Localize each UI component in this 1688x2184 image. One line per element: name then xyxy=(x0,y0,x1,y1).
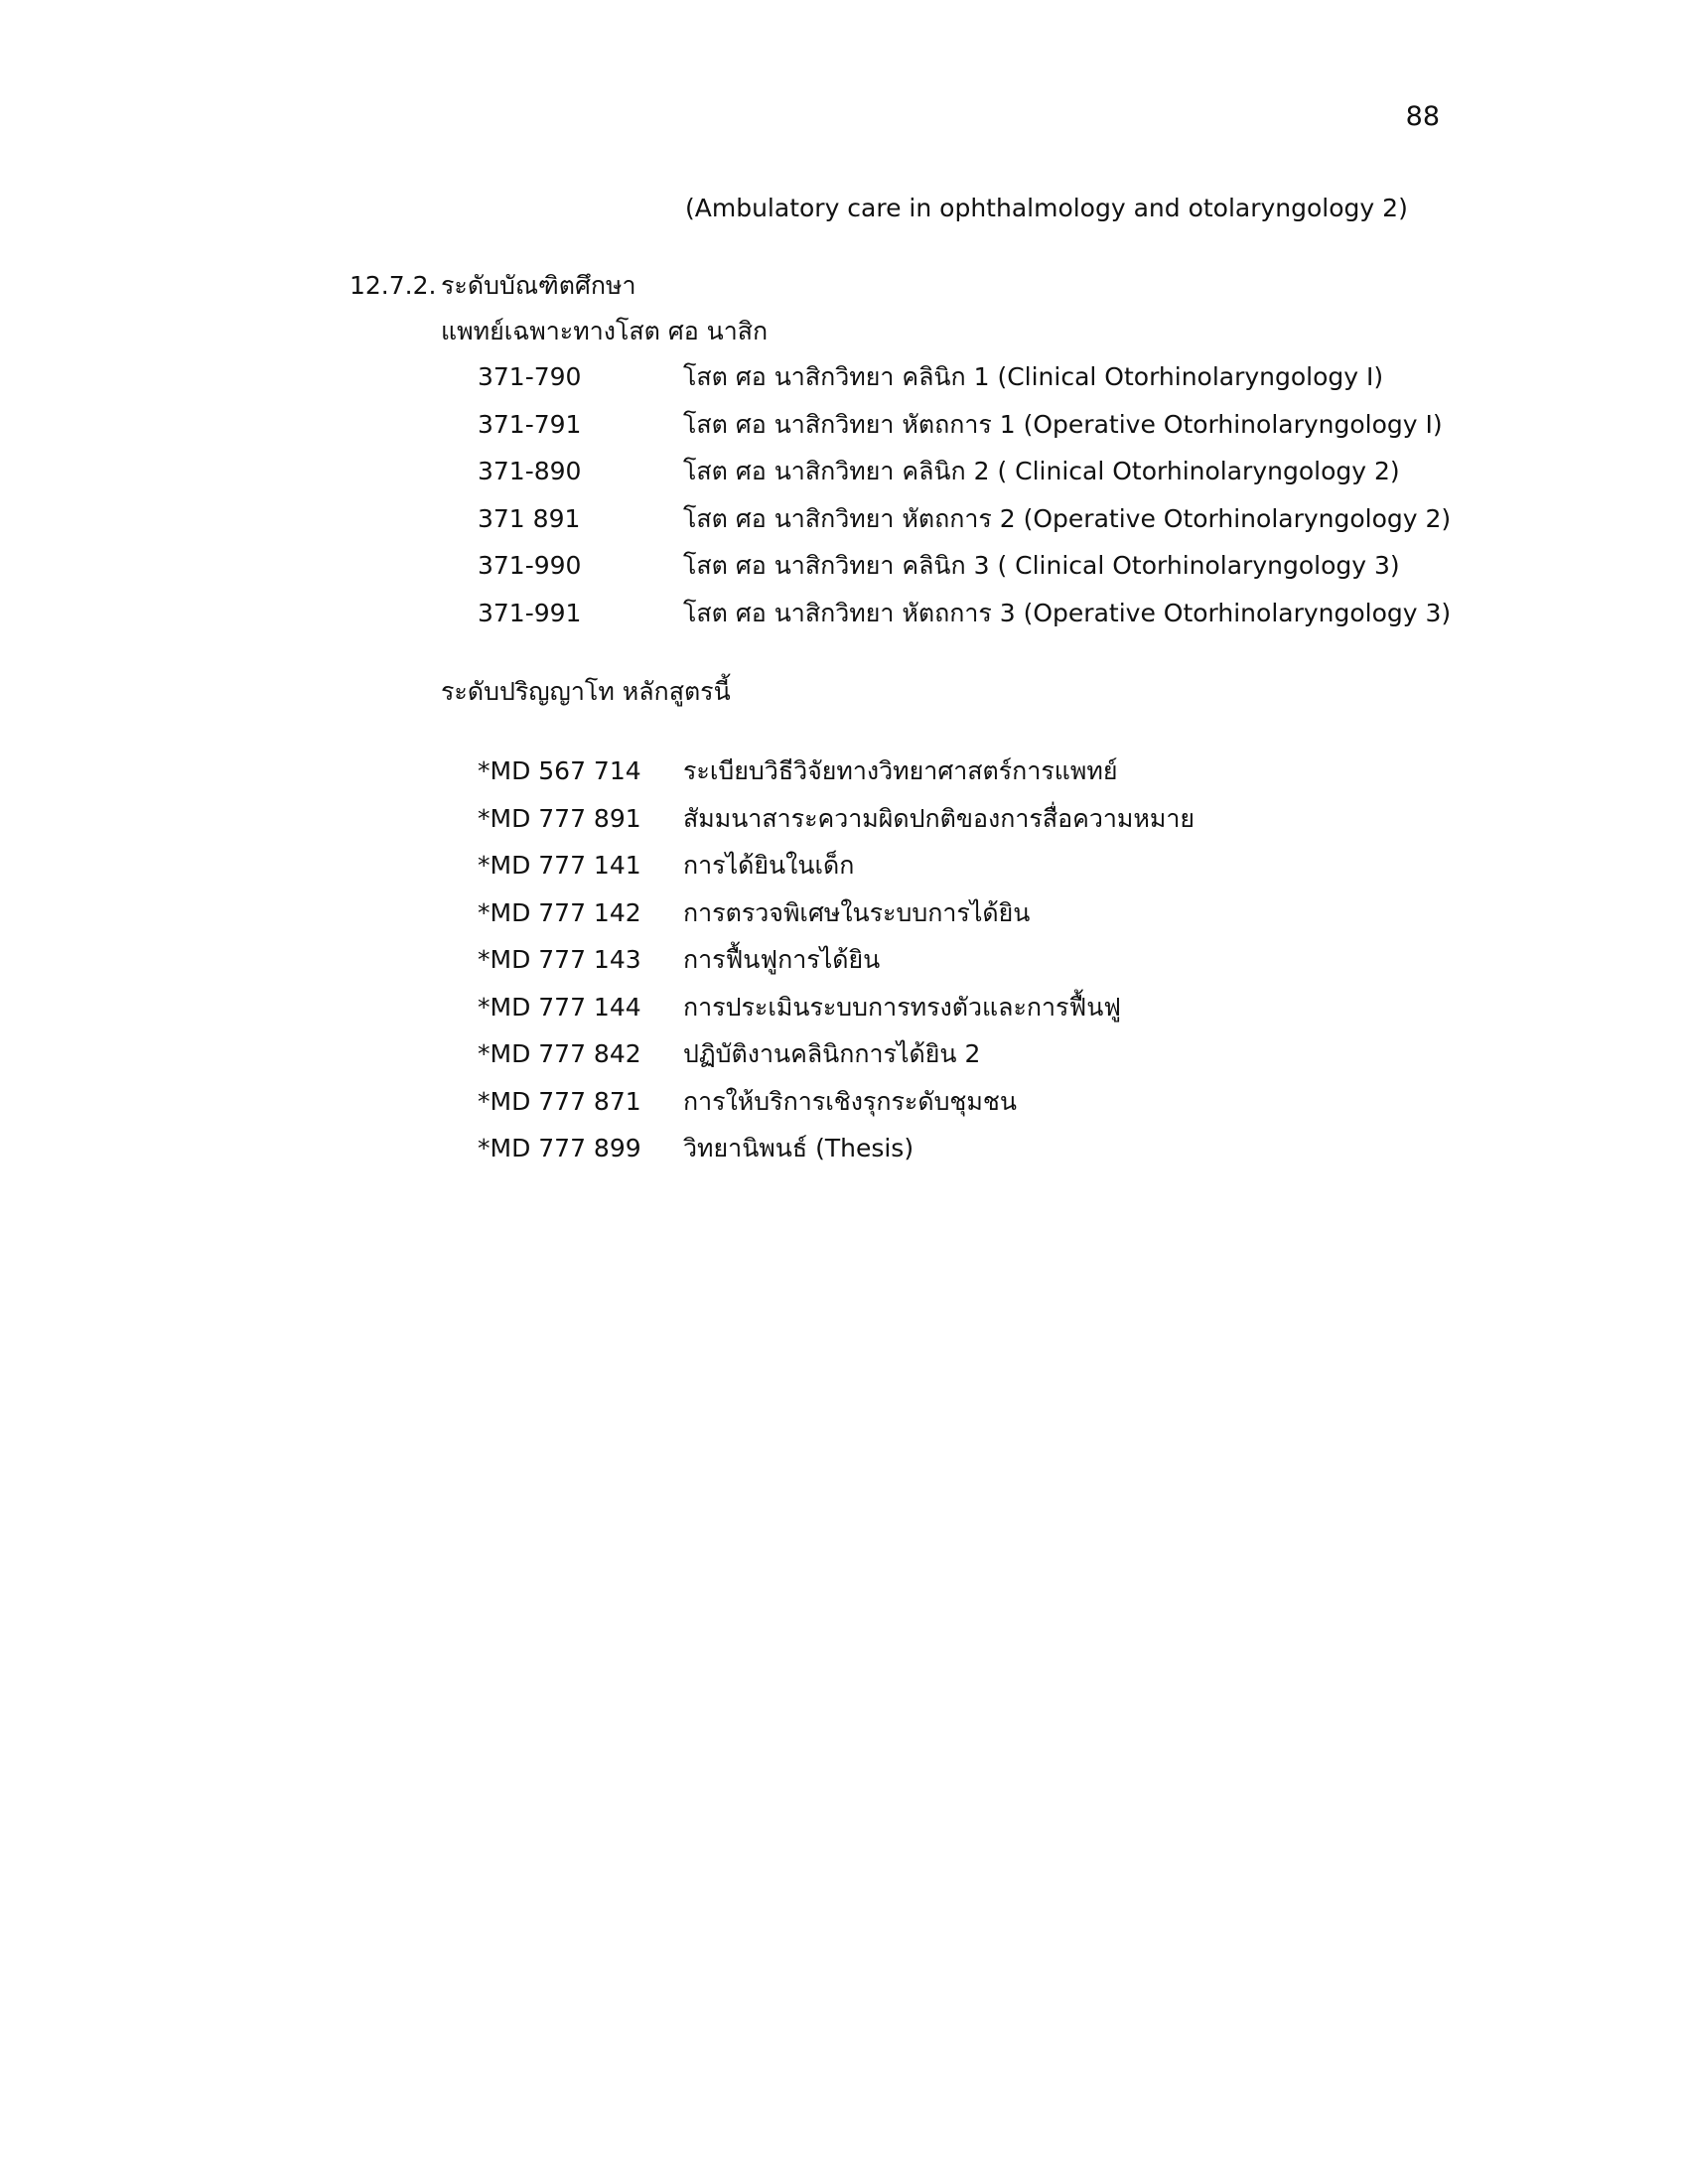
course-title: โสต ศอ นาสิกวิทยา หัตถการ 2 (Operative Otorhinolaryngology 2) xyxy=(683,503,1452,533)
course-code: *MD 777 143 xyxy=(478,945,641,974)
course-title: การประเมินระบบการทรงตัวและการฟื้นฟู xyxy=(683,992,1121,1022)
course-code: 371-791 xyxy=(478,409,582,439)
course-code: *MD 777 141 xyxy=(478,851,641,880)
course-title: การให้บริการเชิงรุกระดับชุมชน xyxy=(683,1086,1017,1116)
course-title: โสต ศอ นาสิกวิทยา หัตถการ 3 (Operative Otorhinolaryngology 3) xyxy=(683,598,1452,627)
course-row xyxy=(478,849,1195,896)
course-row xyxy=(478,360,1451,408)
course-row xyxy=(478,597,1451,644)
course-row xyxy=(478,991,1195,1038)
course-row xyxy=(478,1132,1195,1179)
course-title: การตรวจพิเศษในระบบการได้ยิน xyxy=(683,897,1031,927)
section-number: 12.7.2. xyxy=(350,271,437,300)
course-row xyxy=(478,896,1195,944)
course-row xyxy=(478,408,1451,456)
course-row xyxy=(478,802,1195,850)
course-code: *MD 777 891 xyxy=(478,803,641,833)
course-code: 371-790 xyxy=(478,362,582,391)
course-code: *MD 777 142 xyxy=(478,897,641,927)
course-title: โสต ศอ นาสิกวิทยา คลินิก 3 ( Clinical Otorhinolaryngology 3) xyxy=(683,551,1400,580)
course-code: 371 891 xyxy=(478,503,581,533)
course-code: 371-990 xyxy=(478,551,582,580)
course-code: *MD 777 144 xyxy=(478,992,641,1022)
course-row xyxy=(478,943,1195,991)
section-title: ระดับบัณฑิตศึกษา xyxy=(441,271,636,300)
section-heading xyxy=(350,269,636,303)
course-row xyxy=(478,1085,1195,1133)
course-title: สัมมนาสาระความผิดปกติของการสื่อความหมาย xyxy=(683,803,1196,833)
course-code: 371-890 xyxy=(478,457,582,485)
masters-course-list xyxy=(478,754,1195,1179)
course-title: วิทยานิพนธ์ (Thesis) xyxy=(683,1134,914,1162)
course-title: การฟื้นฟูการได้ยิน xyxy=(683,945,881,974)
course-code: *MD 777 871 xyxy=(478,1086,641,1116)
course-row xyxy=(478,754,1195,802)
residency-course-list xyxy=(478,360,1451,643)
course-title: โสต ศอ นาสิกวิทยา คลินิก 2 ( Clinical Otorhinolaryngology 2) xyxy=(683,457,1400,485)
course-row xyxy=(478,1037,1195,1085)
course-code: 371-991 xyxy=(478,598,582,627)
course-code: *MD 777 899 xyxy=(478,1134,641,1162)
residency-program-heading: แพทย์เฉพาะทางโสต ศอ นาสิก xyxy=(441,317,769,345)
course-title: การได้ยินในเด็ก xyxy=(683,851,855,880)
masters-program-heading: ระดับปริญญาโท หลักสูตรนี้ xyxy=(441,677,731,706)
course-title: ปฏิบัติงานคลินิกการได้ยิน 2 xyxy=(683,1039,981,1068)
course-code: *MD 777 842 xyxy=(478,1039,641,1068)
course-title: โสต ศอ นาสิกวิทยา คลินิก 1 (Clinical Otorhinolaryngology I) xyxy=(683,362,1384,391)
course-row xyxy=(478,455,1451,502)
course-title: ระเบียบวิธีวิจัยทางวิทยาศาสตร์การแพทย์ xyxy=(683,756,1118,785)
course-row xyxy=(478,502,1451,550)
course-code: *MD 567 714 xyxy=(478,756,641,785)
page-number: 88 xyxy=(1405,101,1440,132)
course-title: โสต ศอ นาสิกวิทยา หัตถการ 1 (Operative Otorhinolaryngology I) xyxy=(683,409,1443,439)
continued-course-title: (Ambulatory care in ophthalmology and otolaryngology 2) xyxy=(685,194,1408,222)
course-row xyxy=(478,549,1451,597)
